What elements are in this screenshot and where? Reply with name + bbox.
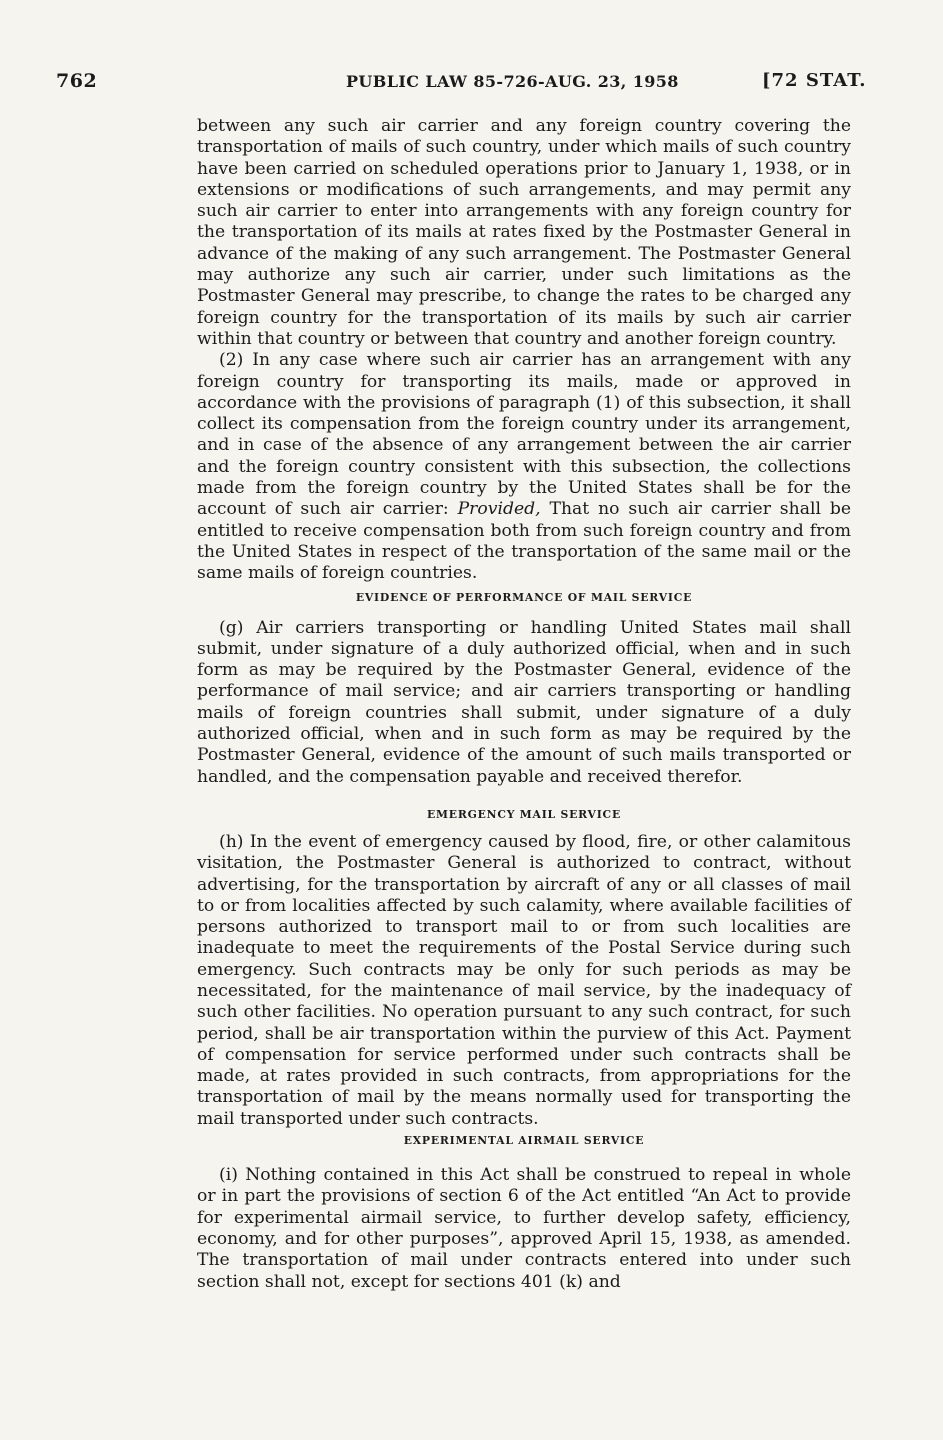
section-heading-g: EVIDENCE OF PERFORMANCE OF MAIL SERVICE — [355, 590, 693, 604]
page-number: 762 — [56, 70, 98, 92]
proviso-term: Provided, — [457, 499, 541, 520]
paragraph-continuation: between any such air carrier and any foreign country covering the transportation of mails of such country, under which mails of such country have been carried on scheduled operations prior to January 1, 1938, or in extensions or modifications of such arrangements, and may permit any such air carrier to enter into arrangements with any foreign country for the transportation of its mails at rates fixed by the Postmaster General in advance of the making of any such arrangement. The Postmaster General may authorize any such air carrier, under such limitations as the Postmaster General may prescribe, to change the rates to be charged any foreign country for the transportation of its mails by such air carrier within that country or between that country and another foreign country. — [197, 116, 851, 349]
paragraph-2-main: (2) In any case where such air carrier has an arrangement with any foreign country for transporting its mails, made or approved in accordance with the provisions of paragraph (1) of this subsection, it shall collect its compensation from the foreign country under its arrangement, and in case of the absence of any arrangement between the air carrier and the foreign country consistent with this subsection, the collections made from the foreign country by the United States shall be for the account of such air carrier: — [197, 350, 851, 520]
subsection-i: (i) Nothing contained in this Act shall be construed to repeal in whole or in part the provisions of section 6 of the Act entitled “An Act to provide for experimental airmail service, to further develop safety, efficiency, economy, and for other purposes”, approved April 15, 1938, as amended. The transportation of mail under contracts entered into under such section shall not, except for sections 401 (k) and — [197, 1165, 851, 1292]
section-heading-i: EXPERIMENTAL AIRMAIL SERVICE — [403, 1134, 645, 1148]
page-header — [0, 70, 943, 100]
running-head: PUBLIC LAW 85-726-AUG. 23, 1958 — [346, 72, 679, 91]
section-heading-h: EMERGENCY MAIL SERVICE — [427, 807, 621, 821]
statute-reference: [72 STAT. — [762, 70, 867, 91]
paragraph-2 — [197, 350, 851, 584]
subsection-h: (h) In the event of emergency caused by flood, fire, or other calamitous visitation, the Postmaster General is authorized to contract, without advertising, for the transportation by aircraft of any or all classes of mail to or from localities affected by such calamity, where available facilities of persons authorized to transport mail to or from such localities are inadequate to meet the requirements of the Postal Service during such emergency. Such contracts may be only for such periods as may be necessitated, for the maintenance of mail service, by the inadequacy of such other facilities. No operation pursuant to any such contract, for such period, shall be air transportation within the purview of this Act. Payment of compensation for service performed under such contracts shall be made, at rates provided in such contracts, from appropriations for the transportation of mail by the means normally used for transporting the mail transported under such contracts. — [197, 831, 851, 1129]
subsection-g: (g) Air carriers transporting or handling United States mail shall submit, under signature of a duly authorized official, when and in such form as may be required by the Postmaster General, evidence of the performance of mail service; and air carriers transporting or handling mails of foreign countries shall submit, under signature of a duly authorized official, when and in such form as may be required by the Postmaster General, evidence of the amount of such mails transported or handled, and the compensation payable and received therefor. — [197, 617, 851, 787]
document-body — [197, 116, 851, 1293]
paragraph-2-rest: That no such air carrier shall be entitled to receive compensation both from such foreign country and from the United States in respect of the transportation of the same mail or the same mails of foreign countries. — [197, 499, 852, 584]
